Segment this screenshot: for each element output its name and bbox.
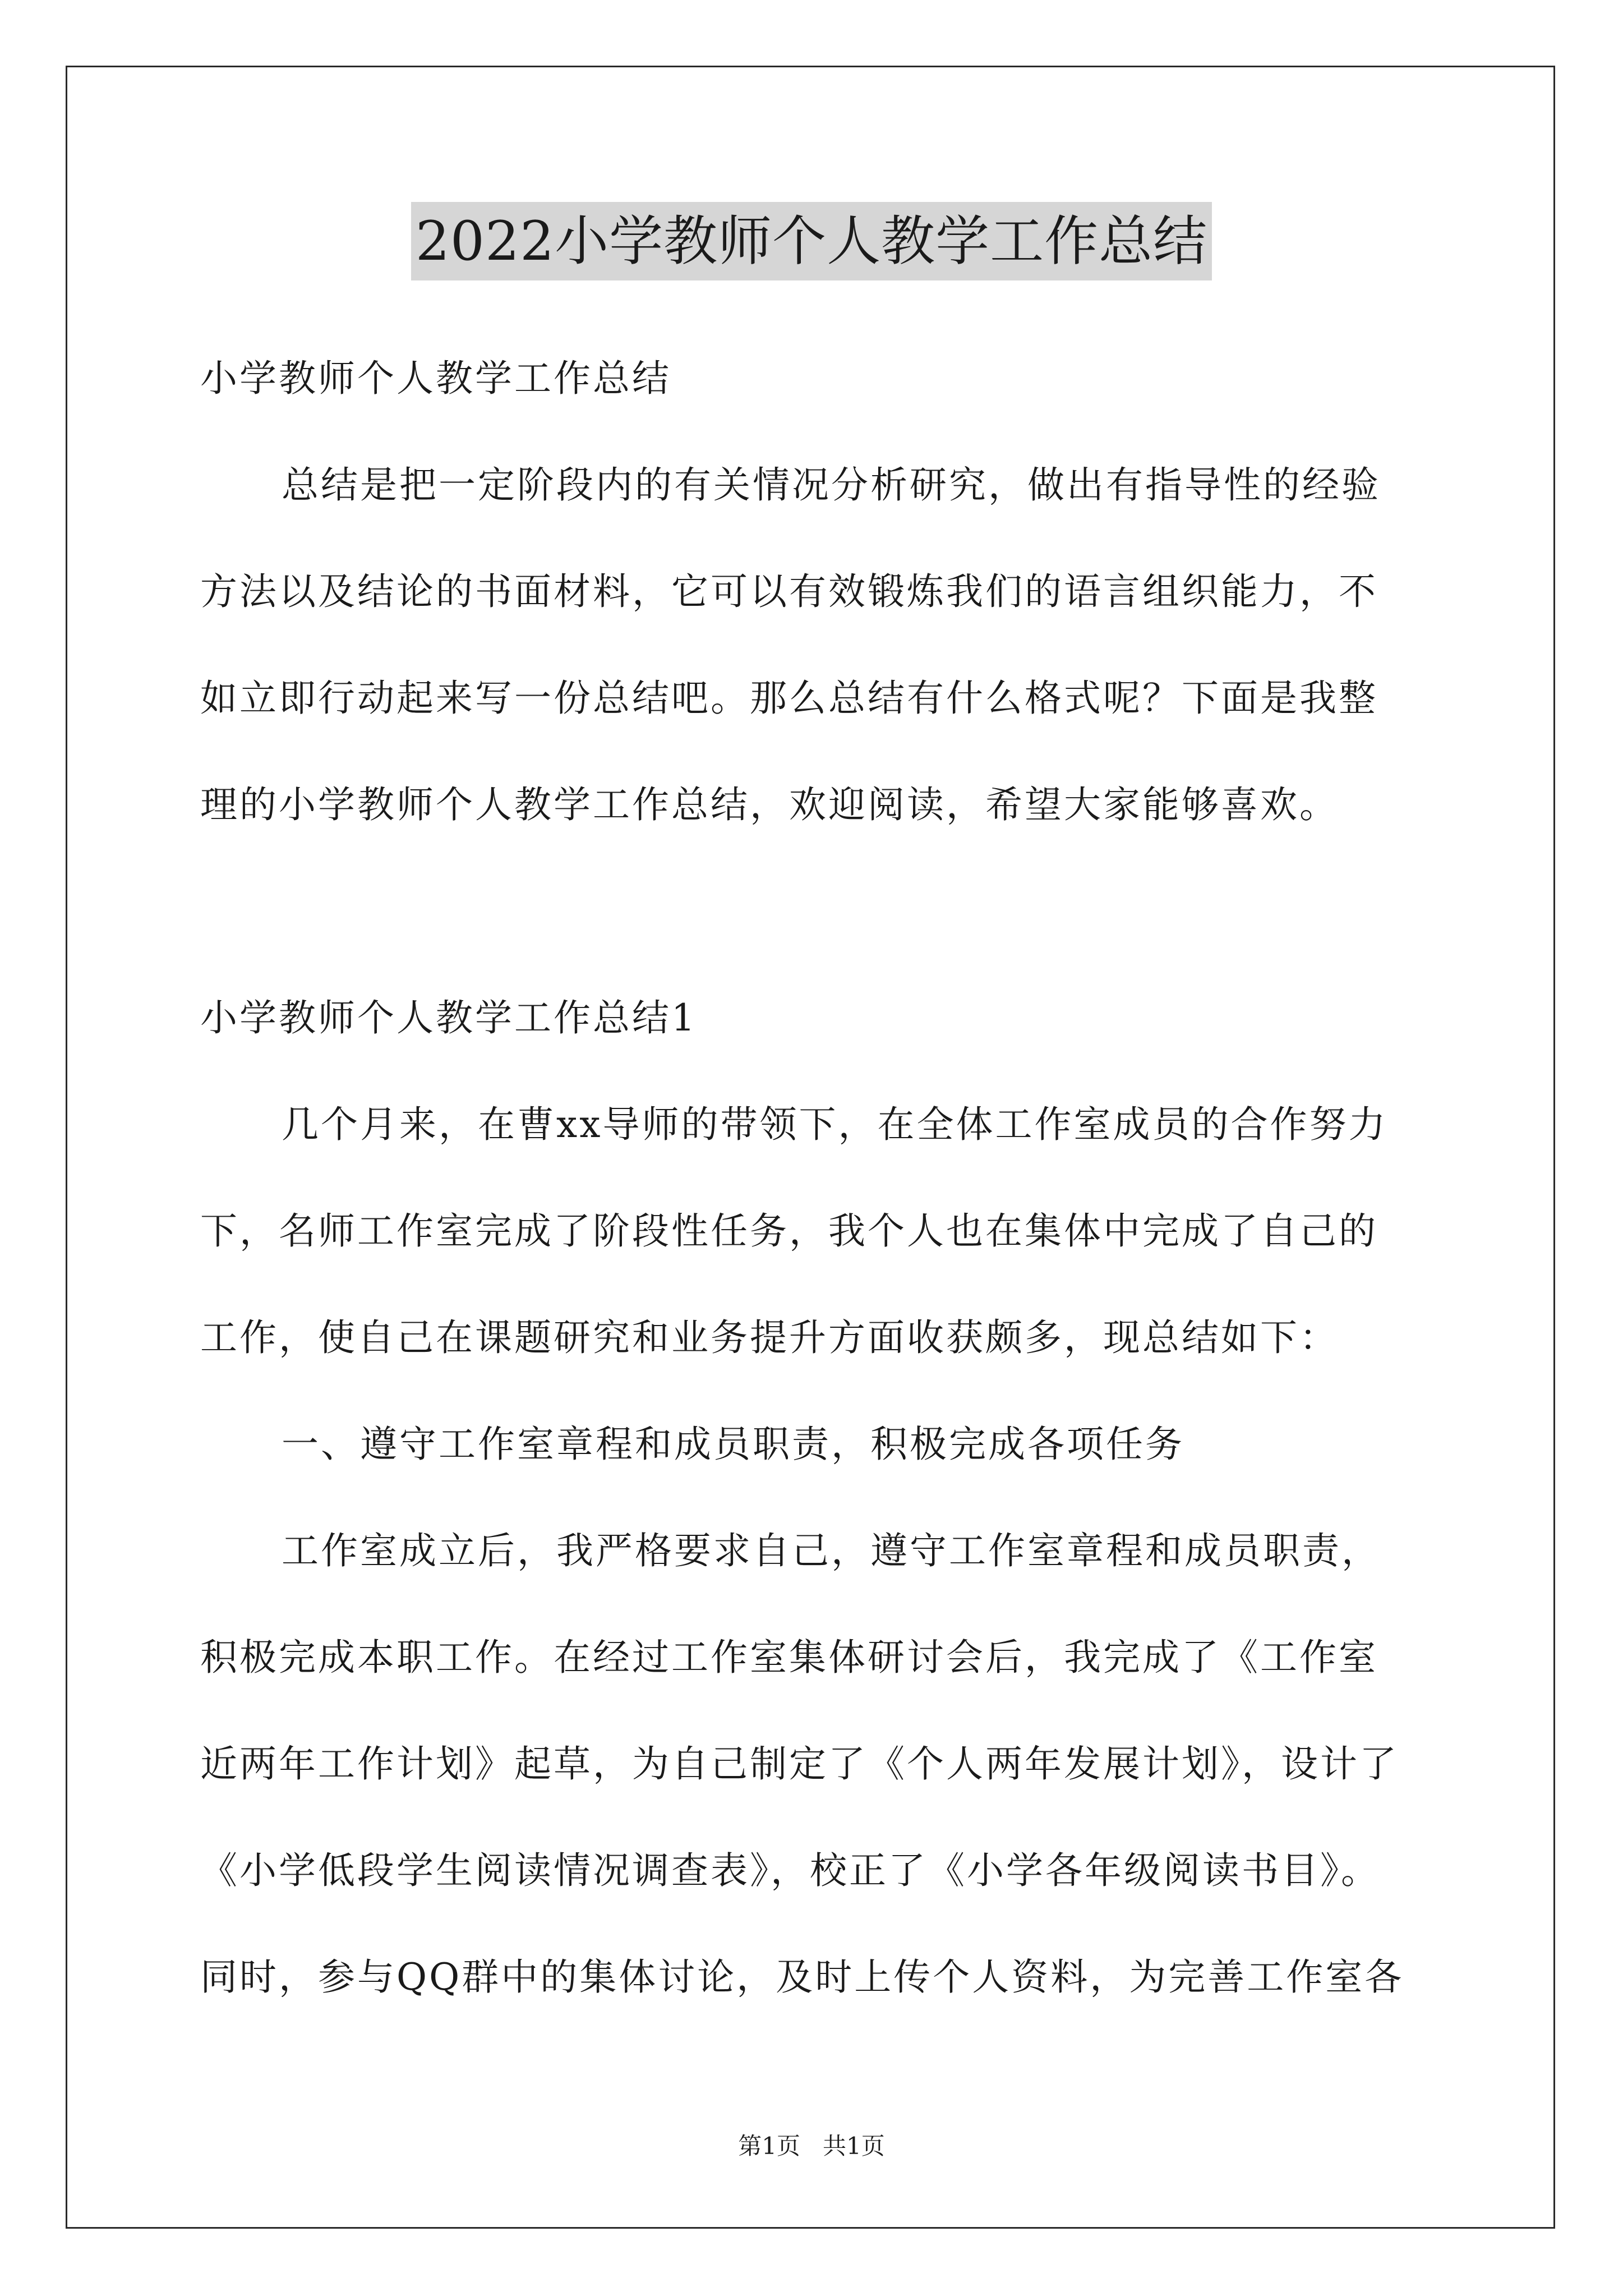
intro-line: 理的小学教师个人教学工作总结，欢迎阅读，希望大家能够喜欢。 (200, 783, 1339, 826)
page-total: 共1页 (823, 2132, 885, 2160)
body-line: 积极完成本职工作。在经过工作室集体研讨会后，我完成了《工作室 (200, 1636, 1378, 1679)
intro-line: 如立即行动起来写一份总结吧。那么总结有什么格式呢？下面是我整 (200, 677, 1378, 720)
body-line: 几个月来，在曹xx导师的带领下，在全体工作室成员的合作努力 (282, 1103, 1388, 1146)
body-line: 工作室成立后，我严格要求自己，遵守工作室章程和成员职责， (282, 1529, 1381, 1572)
page-footer (0, 2129, 1623, 2163)
intro-line: 方法以及结论的书面材料，它可以有效锻炼我们的语言组织能力，不 (200, 570, 1378, 613)
document-subtitle: 小学教师个人教学工作总结 (200, 357, 671, 400)
body-line: 《小学低段学生阅读情况调查表》，校正了《小学各年级阅读书目》。 (200, 1849, 1380, 1892)
document-title-text: 2022小学教师个人教学工作总结 (411, 202, 1212, 280)
subsection-heading: 一、遵守工作室章程和成员职责，积极完成各项任务 (282, 1423, 1184, 1466)
intro-line: 总结是把一定阶段内的有关情况分析研究，做出有指导性的经验 (282, 463, 1381, 507)
body-line: 近两年工作计划》起草，为自己制定了《个人两年发展计划》，设计了 (200, 1742, 1399, 1786)
document-title (0, 202, 1623, 280)
body-line: 工作，使自己在课题研究和业务提升方面收获颇多，现总结如下： (200, 1316, 1339, 1359)
body-line: 同时，参与QQ群中的集体讨论，及时上传个人资料，为完善工作室各 (200, 1955, 1404, 1999)
body-line: 下，名师工作室完成了阶段性任务，我个人也在集体中完成了自己的 (200, 1209, 1378, 1253)
section-heading: 小学教师个人教学工作总结1 (200, 996, 697, 1039)
page-number: 第1页 (738, 2132, 800, 2160)
